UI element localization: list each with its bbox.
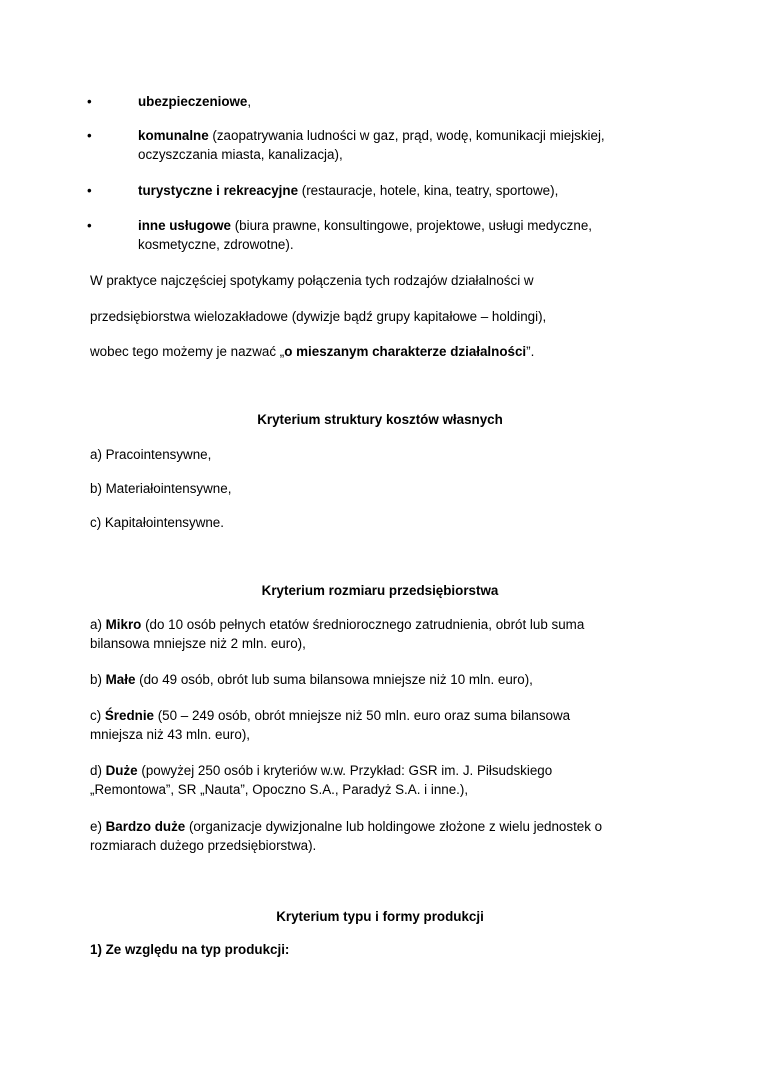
paragraph-line: przedsiębiorstwa wielozakładowe (dywizje bądź grupy kapitałowe – holdingi), [90,309,547,324]
bold-phrase: o mieszanym charakterze działalności [284,344,527,359]
section-heading: Kryterium struktury kosztów własnych [257,412,503,427]
bold-term: Mikro [105,617,142,632]
bold-term: inne usługowe [138,218,231,233]
item-text: (restauracje, hotele, kina, teatry, sportowe), [298,183,559,198]
bold-term: Duże [105,763,138,778]
list-item: c) Średnie (50 – 249 osób, obrót mniejsze niż 50 mln. euro oraz suma bilansowa mniejsza niż 43 mln. euro), [90,708,571,742]
item-text: (biura prawne, konsultingowe, projektowe, usługi medyczne, kosmetyczne, zdrowotne). [138,218,592,252]
bold-term: Bardzo duże [105,819,186,834]
paragraph-line: W praktyce najczęściej spotykamy połączenia tych rodzajów działalności w [90,273,534,288]
item-text: , [247,94,252,109]
bold-term: ubezpieczeniowe [138,94,248,109]
bold-term: Małe [105,672,136,687]
bullet-icon: • [87,183,92,198]
bold-term: komunalne [138,128,209,143]
list-item: e) Bardzo duże (organizacje dywizjonalne lub holdingowe złożone z wielu jednostek o rozmiarach dużego przedsiębiorstwa). [90,819,603,853]
list-item [87,126,631,164]
bold-term: turystyczne i rekreacyjne [138,183,299,198]
bullet-icon: • [87,128,92,143]
subheading: 1) Ze względu na typ produkcji: [90,942,290,957]
list-item: c) Kapitałointensywne. [90,515,224,530]
bold-term: Średnie [104,708,154,723]
section-heading: Kryterium rozmiaru przedsiębiorstwa [261,583,499,598]
list-item [87,92,631,111]
list-item: b) Materiałointensywne, [90,481,232,496]
list-item: d) Duże (powyżej 250 osób i kryteriów w.w. Przykład: GSR im. J. Piłsudskiego „Remontowa”, SR „Nauta”, Opoczno S.A., Paradyż S.A. i inne.), [90,763,553,797]
list-item: a) Mikro (do 10 osób pełnych etatów średniorocznego zatrudnienia, obrót lub suma bilansowa mniejsze niż 2 mln. euro), [90,617,585,651]
list-item [87,181,631,200]
list-item [87,216,631,254]
bullet-icon: • [87,218,92,233]
bullet-icon: • [87,94,92,109]
item-text: (zaopatrywania ludności w gaz, prąd, wodę, komunikacji miejskiej, oczyszczania miasta, kanalizacja), [138,128,605,162]
section-heading: Kryterium typu i formy produkcji [276,909,484,924]
list-item: a) Pracointensywne, [90,447,212,462]
paragraph-line: wobec tego możemy je nazwać „o mieszanym charakterze działalności”. [90,344,535,359]
list-item: b) Małe (do 49 osób, obrót lub suma bilansowa mniejsze niż 10 mln. euro), [90,672,533,687]
